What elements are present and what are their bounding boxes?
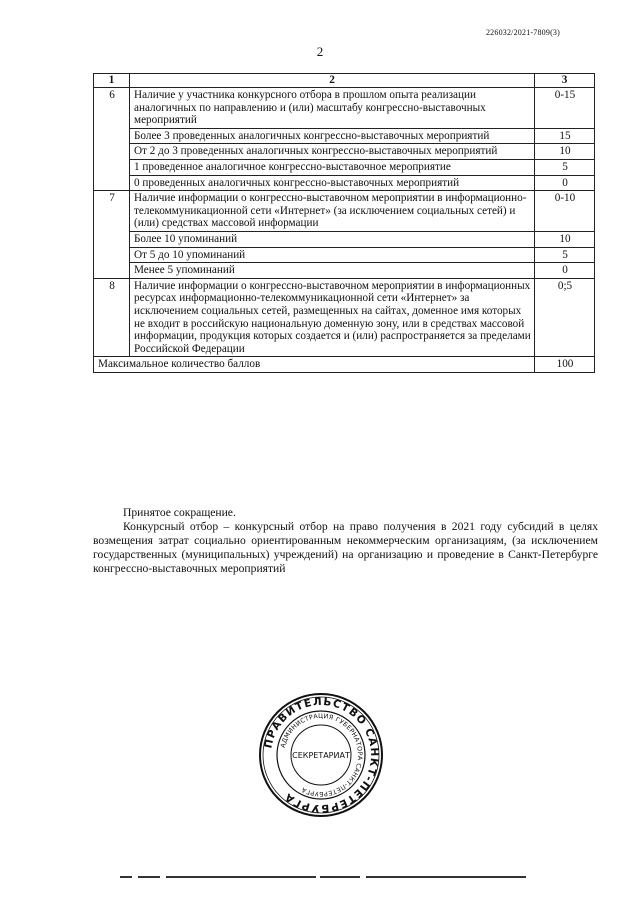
page-number: 2 (316, 44, 324, 59)
abbreviation-title: Принятое сокращение. (123, 506, 236, 519)
criterion-score: 0 (535, 175, 595, 191)
criterion-score: 10 (535, 231, 595, 247)
row-number: 8 (94, 278, 130, 357)
column-header-3: 3 (535, 74, 595, 88)
row-number (94, 128, 130, 144)
criterion-text: Более 3 проведенных аналогичных конгрессно-выставочных мероприятий (130, 128, 535, 144)
seal-outer-text: ПРАВИТЕЛЬСТВО САНКТ-ПЕТЕРБУРГА (262, 695, 381, 815)
row-number (94, 247, 130, 263)
table-row (94, 247, 595, 263)
criterion-text: Наличие у участника конкурсного отбора в прошлом опыта реализации аналогичных по направлению и (или) масштабу конгрессно-выставочных мероприятий (130, 88, 535, 129)
criterion-score: 0 (535, 263, 595, 279)
criterion-text: Более 10 упоминаний (130, 231, 535, 247)
table-header-row (94, 74, 595, 88)
row-number (94, 175, 130, 191)
row-number (94, 159, 130, 175)
table-row (94, 88, 595, 129)
criterion-text: Наличие информации о конгрессно-выставочном мероприятии в информационно-телекоммуникационной сети «Интернет» (за исключением социальных сетей) и (или) средствах массовой информации (130, 191, 535, 232)
footer-scan-line (120, 876, 530, 878)
criterion-score: 5 (535, 247, 595, 263)
table-row (94, 278, 595, 357)
document-id: 226032/2021-7809(3) (485, 28, 560, 37)
table-row (94, 231, 595, 247)
table-row (94, 144, 595, 160)
table-row (94, 159, 595, 175)
seal-graphic (258, 692, 384, 818)
column-header-1: 1 (94, 74, 130, 88)
criteria-table (93, 73, 595, 373)
criterion-score: 15 (535, 128, 595, 144)
table-row (94, 128, 595, 144)
criterion-score: 5 (535, 159, 595, 175)
seal-inner-text: АДМИНИСТРАЦИЯ ГУБЕРНАТОРА САНКТ-ПЕТЕРБУРГА (279, 712, 364, 798)
row-number: 6 (94, 88, 130, 129)
criterion-text: Менее 5 упоминаний (130, 263, 535, 279)
total-score: 100 (535, 357, 595, 373)
row-number (94, 263, 130, 279)
table-row (94, 191, 595, 232)
criterion-text: 0 проведенных аналогичных конгрессно-выставочных мероприятий (130, 175, 535, 191)
criterion-text: От 5 до 10 упоминаний (130, 247, 535, 263)
table-row (94, 263, 595, 279)
column-header-2: 2 (130, 74, 535, 88)
row-number: 7 (94, 191, 130, 232)
total-row (94, 357, 595, 373)
table-row (94, 175, 595, 191)
total-label: Максимальное количество баллов (94, 357, 535, 373)
criterion-score: 0;5 (535, 278, 595, 357)
seal-center-text: СЕКРЕТАРИАТ (292, 751, 350, 760)
official-seal (258, 692, 384, 818)
criterion-text: 1 проведенное аналогичное конгрессно-выставочное мероприятие (130, 159, 535, 175)
criterion-score: 10 (535, 144, 595, 160)
abbreviation-text: Конкурсный отбор – конкурсный отбор на право получения в 2021 году субсидий в целях возмещения затрат социально ориентированным некоммерческим организациям, (за исключением государственных (муниципальных) учреждений) на организацию и проведение в Санкт-Петербурге конгрессно-выставочных мероприятий (93, 520, 598, 575)
criterion-score: 0-15 (535, 88, 595, 129)
criterion-text: Наличие информации о конгрессно-выставочном мероприятии в информационных ресурсах информационно-телекоммуникационной сети «Интернет» за исключением социальных сетей, размещенных на сайтах, доменное имя которых не входит в российскую национальную доменную зону, или в средствах массовой информации, продукция которых создается и (или) распространяется за пределами Российской Федерации (130, 278, 535, 357)
criterion-score: 0-10 (535, 191, 595, 232)
row-number (94, 231, 130, 247)
criterion-text: От 2 до 3 проведенных аналогичных конгрессно-выставочных мероприятий (130, 144, 535, 160)
row-number (94, 144, 130, 160)
